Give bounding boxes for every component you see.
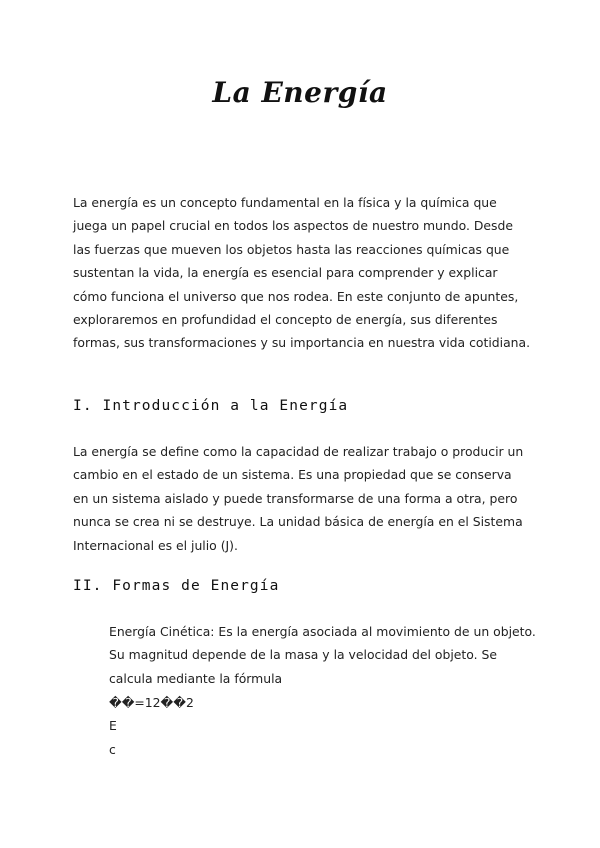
definition-paragraph: La energía se define como la capacidad de realizar trabajo o producir un cambio en el estado de un sistema. Es una propiedad que se conserva en un sistema aislado y puede transformarse de una forma a otra, pero nunca se crea ni se destruye. La unidad básica de energía en el Sistema Internacional es el julio (J).: [73, 444, 524, 553]
formula-symbol-c: c: [109, 742, 116, 757]
formula-symbol-e: E: [109, 718, 117, 733]
document-title: La Energía: [212, 76, 388, 109]
intro-paragraph: La energía es un concepto fundamental en la física y la química que juega un papel crucial en todos los aspectos de nuestro mundo. Desde las fuerzas que mueven los objetos hasta las reacciones químicas que sustentan la vida, la energía es esencial para comprender y explicar cómo funciona el universo que nos rodea. En este conjunto de apuntes, exploraremos en profundidad el concepto de energía, sus diferentes formas, sus transformaciones y su importancia en nuestra vida cotidiana.: [73, 195, 531, 351]
section-heading-formas: II. Formas de Energía: [73, 578, 280, 594]
kinetic-energy-paragraph: Energía Cinética: Es la energía asociada al movimiento de un objeto. Su magnitud depende de la masa y la velocidad del objeto. Se calcula mediante la fórmula: [109, 624, 536, 686]
kinetic-formula: ��=12��2: [109, 695, 194, 710]
section-heading-introduccion: I. Introducción a la Energía: [73, 398, 349, 414]
